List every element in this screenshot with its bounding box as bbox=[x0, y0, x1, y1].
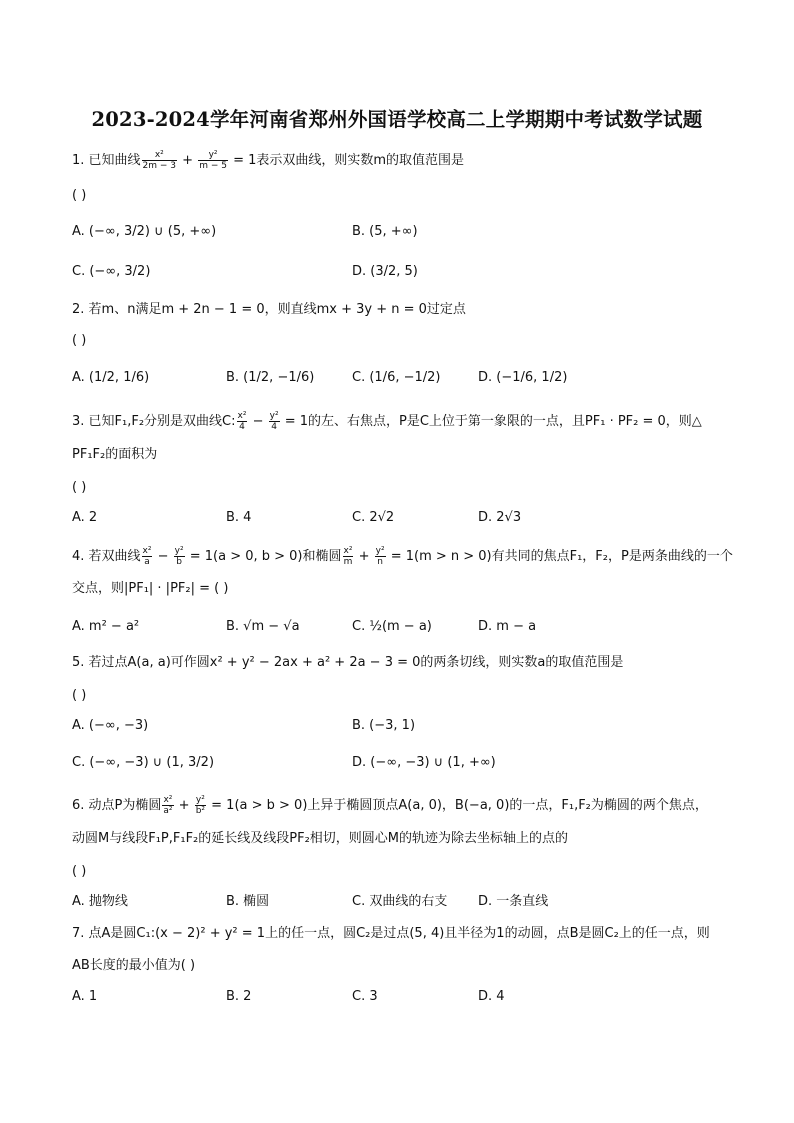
answer-paren-1: ( ) bbox=[72, 188, 87, 203]
q4-fraction-3: $\frac{\text{x²}}{m}$ bbox=[343, 546, 353, 567]
q4-option-c: C. ½(m − a) bbox=[352, 619, 432, 634]
question-2-stem: 2. 若m、n满足m + 2n − 1 = 0，则直线mx + 3y + n = 0过定点 bbox=[72, 302, 466, 317]
q1-option-b: B. (5, +∞) bbox=[352, 224, 418, 239]
q3-option-d: D. 2√3 bbox=[478, 510, 522, 525]
q2-option-d: D. (−1/6, 1/2) bbox=[478, 370, 568, 385]
q7-option-a: A. 1 bbox=[72, 989, 98, 1004]
q4-fraction-2: $\frac{\text{y²}}{b}$ bbox=[174, 546, 184, 567]
q6-option-b: B. 椭圆 bbox=[226, 894, 270, 909]
question-6-stem-line-1: 6. 动点P为椭圆 $\frac{\text{x²}}{\text{a²}}$ + $\frac{\text{y²}}{\text{b²}}$ = 1(a > b > 0)上异于椭圆顶点A(a, 0)，B(−a, 0)的一点，F₁,F₂为椭圆的两个焦点， bbox=[72, 795, 708, 816]
q1-option-a: A. (−∞, 3/2) ∪ (5, +∞) bbox=[72, 224, 217, 239]
question-4-stem-line-2: 交点，则|PF₁| · |PF₂| = ( ) bbox=[72, 581, 229, 596]
q2-option-a: A. (1/2, 1/6) bbox=[72, 370, 150, 385]
q4-fraction-1: $\frac{\text{x²}}{a}$ bbox=[142, 546, 152, 567]
q3-option-c: C. 2√2 bbox=[352, 510, 395, 525]
q4-option-b: B. √m − √a bbox=[226, 619, 300, 634]
q5-option-a: A. (−∞, −3) bbox=[72, 718, 149, 733]
q6-option-d: D. 一条直线 bbox=[478, 894, 549, 909]
question-7-stem-line-2: AB长度的最小值为( ) bbox=[72, 958, 196, 973]
answer-paren-6: ( ) bbox=[72, 864, 87, 879]
question-6-stem-line-2: 动圆M与线段F₁P,F₁F₂的延长线及线段PF₂相切，则圆心M的轨迹为除去坐标轴上的点的 bbox=[72, 831, 568, 846]
question-4-stem-line-1: 4. 若双曲线 $\frac{\text{x²}}{a}$ − $\frac{\text{y²}}{b}$ = 1(a > 0, b > 0)和椭圆 $\frac{\text{x²}}{m}$ + $\frac{\text{y²}}{n}$ = 1(m > n > 0)有共同的焦点F₁，F₂，P是两条曲线的一个 bbox=[72, 546, 733, 567]
answer-paren-2: ( ) bbox=[72, 333, 87, 348]
q6-option-c: C. 双曲线的右支 bbox=[352, 894, 448, 909]
question-3-stem-line-1: 3. 已知F₁,F₂分别是双曲线C: $\frac{\text{x²}}{4}$ − $\frac{\text{y²}}{4}$ = 1的左、右焦点，P是C上位于第一象限的一点，且PF₁ · PF₂ = 0，则△ bbox=[72, 411, 702, 432]
q6-option-a: A. 抛物线 bbox=[72, 894, 128, 909]
q1-suffix: = 1表示双曲线，则实数m的取值范围是 bbox=[228, 153, 465, 168]
q3-fraction-1: $\frac{\text{x²}}{4}$ bbox=[237, 411, 247, 432]
answer-paren-3: ( ) bbox=[72, 480, 87, 495]
q5-option-b: B. (−3, 1) bbox=[352, 718, 416, 733]
answer-paren-5: ( ) bbox=[72, 688, 87, 703]
q5-option-d: D. (−∞, −3) ∪ (1, +∞) bbox=[352, 755, 496, 770]
question-5-stem: 5. 若过点A(a, a)可作圆x² + y² − 2ax + a² + 2a − 3 = 0的两条切线，则实数a的取值范围是 bbox=[72, 655, 624, 670]
question-7-stem-line-1: 7. 点A是圆C₁:(x − 2)² + y² = 1上的任一点，圆C₂是过点(5, 4)且半径为1的动圆，点B是圆C₂上的任一点，则 bbox=[72, 926, 710, 941]
q4-fraction-4: $\frac{\text{y²}}{n}$ bbox=[375, 546, 385, 567]
q7-option-d: D. 4 bbox=[478, 989, 505, 1004]
question-1-stem: 1. 已知曲线 $\frac{\text{x²}}{2m - 3}$ + $\frac{\text{y²}}{m - 5}$ = 1表示双曲线，则实数m的取值范围是 bbox=[72, 150, 465, 171]
q4-option-d: D. m − a bbox=[478, 619, 537, 634]
q1-option-d: D. (3/2, 5) bbox=[352, 264, 418, 279]
q6-fraction-2: $\frac{\text{y²}}{\text{b²}}$ bbox=[195, 795, 206, 816]
q1-fraction-2: $\frac{\text{y²}}{m - 5}$ bbox=[199, 150, 227, 171]
question-3-stem-line-2: PF₁F₂的面积为 bbox=[72, 447, 158, 462]
q1-option-c: C. (−∞, 3/2) bbox=[72, 264, 151, 279]
q3-option-b: B. 4 bbox=[226, 510, 252, 525]
q6-fraction-1: $\frac{\text{x²}}{\text{a²}}$ bbox=[163, 795, 173, 816]
q7-option-c: C. 3 bbox=[352, 989, 378, 1004]
q1-prefix: 1. 已知曲线 bbox=[72, 153, 141, 168]
q7-option-b: B. 2 bbox=[226, 989, 252, 1004]
page-title: 2023-2024学年河南省郑州外国语学校高二上学期期中考试数学试题 bbox=[91, 108, 703, 131]
q4-option-a: A. m² − a² bbox=[72, 619, 140, 634]
q3-fraction-2: $\frac{\text{y²}}{4}$ bbox=[269, 411, 279, 432]
q3-option-a: A. 2 bbox=[72, 510, 98, 525]
q2-option-c: C. (1/6, −1/2) bbox=[352, 370, 441, 385]
q1-fraction-1: $\frac{\text{x²}}{2m - 3}$ bbox=[142, 150, 177, 171]
q5-option-c: C. (−∞, −3) ∪ (1, 3/2) bbox=[72, 755, 215, 770]
q2-option-b: B. (1/2, −1/6) bbox=[226, 370, 315, 385]
